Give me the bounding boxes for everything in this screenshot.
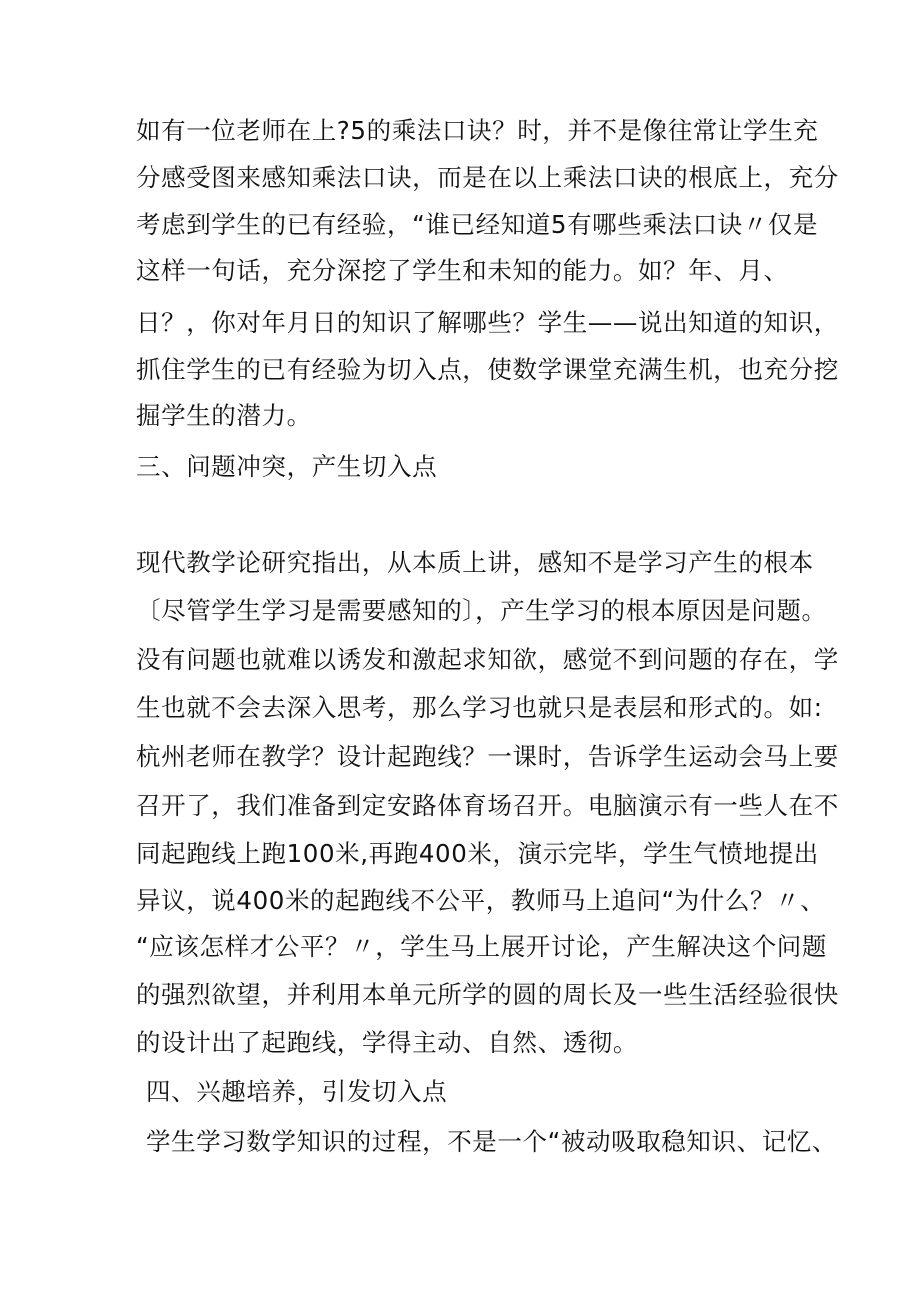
paragraph-line: 这样一句话，充分深挖了学生和未知的能力。如？年、月、: [136, 256, 789, 285]
paragraph-line: 考虑到学生的已有经验，“谁已经知道5有哪些乘法口诀〃仅是: [136, 210, 819, 239]
paragraph-line: 没有问题也就难以诱发和激起求知欲，感觉不到问题的存在，学: [136, 645, 839, 674]
paragraph-line: 〔尽管学生学习是需要感知的〕，产生学习的根本原因是问题。: [136, 596, 827, 625]
paragraph-line: “应该怎样才公平？〃，学生马上展开讨论，产生解决这个问题: [136, 932, 827, 961]
section-heading: 三、问题冲突，产生切入点: [136, 452, 438, 481]
paragraph-line: 杭州老师在教学？设计起跑线？一课时，告诉学生运动会马上要: [136, 742, 839, 771]
paragraph-line: 如有一位老师在上?5的乘法口诀？时，并不是像往常让学生充: [136, 116, 819, 145]
paragraph-line: 召开了，我们准备到定安路体育场召开。电脑演示有一些人在不: [136, 791, 839, 820]
paragraph-line: 异议，说400米的起跑线不公平，教师马上追问“为什么？〃、: [136, 886, 826, 915]
paragraph-line: 分感受图来感知乘法口诀，而是在以上乘法口诀的根底上，充分: [136, 163, 839, 192]
paragraph-line: 掘学生的潜力。: [136, 401, 312, 430]
paragraph-line: 日？，你对年月日的知识了解哪些？学生——说出知道的知识，: [136, 308, 839, 337]
paragraph-line: 现代教学论研究指出，从本质上讲，感知不是学习产生的根本: [136, 548, 814, 577]
section-heading: 四、兴趣培养，引发切入点: [146, 1077, 448, 1106]
paragraph-line: 生也就不会去深入思考，那么学习也就只是表层和形式的。如:: [136, 693, 823, 722]
paragraph-line: 学生学习数学知识的过程，不是一个“被动吸取稳知识、记忆、: [146, 1127, 837, 1156]
paragraph-line: 抓住学生的已有经验为切入点，使数学课堂充满生机，也充分挖: [136, 355, 839, 384]
paragraph-line: 同起跑线上跑100米,再跑400米，演示完毕，学生气愤地提出: [136, 839, 819, 868]
paragraph-line: 的强烈欲望，并利用本单元所学的圆的周长及一些生活经验很快: [136, 980, 839, 1009]
paragraph-line: 的设计出了起跑线，学得主动、自然、透彻。: [136, 1028, 638, 1057]
